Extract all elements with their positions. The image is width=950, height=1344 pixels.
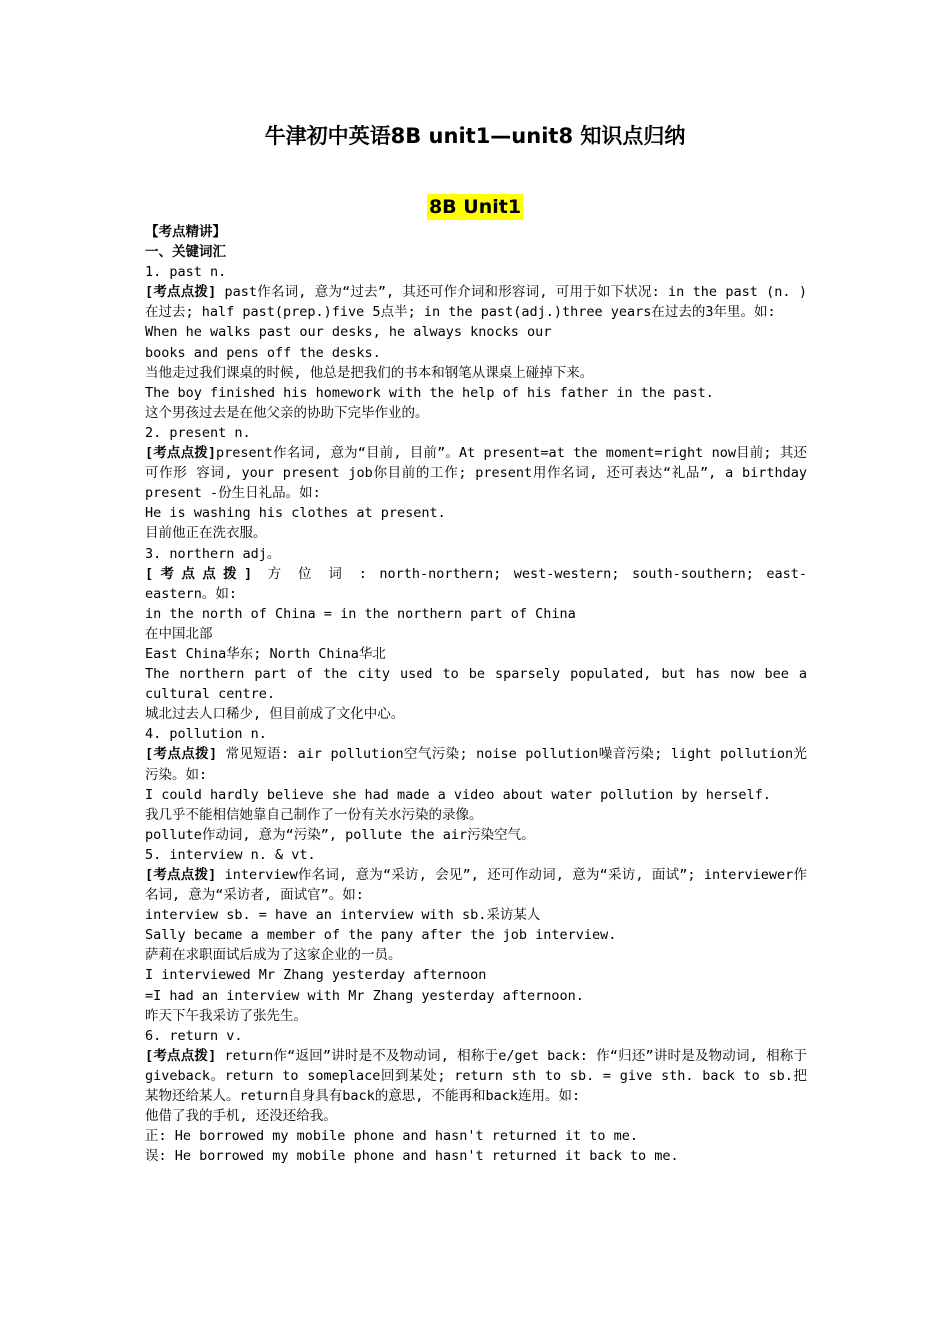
example-translation: 当他走过我们课桌的时候, 他总是把我们的书本和钢笔从课桌上碰掉下来。 [145,364,594,381]
item-title: 3. northern adj。 [145,545,281,562]
example-line: The boy finished his homework with the help of his father in the past. [145,384,714,401]
example-translation: 这个男孩过去是在他父亲的协助下完毕作业的。 [145,404,429,421]
tip-label: [考点点拨] [145,867,217,883]
example-line: 正: He borrowed my mobile phone and hasn't returned it to me. [145,1128,639,1145]
example-line: =I had an interview with Mr Zhang yesterday afternoon. [145,987,584,1004]
example-line: pollute作动词, 意为“污染”, pollute the air污染空气。 [145,826,535,843]
example-translation: 我几乎不能相信她靠自己制作了一份有关水污染的录像。 [145,806,483,823]
example-line: I interviewed Mr Zhang yesterday afternoon [145,967,487,984]
document-title: 牛津初中英语8B unit1—unit8 知识点归纳 [264,124,686,148]
example-line: When he walks past our desks, he always knocks our [145,324,552,341]
item-title: 5. interview n. & vt. [145,846,316,863]
example-line: in the north of China = in the northern part of China [145,605,576,622]
unit-title: 8B Unit1 [428,196,522,218]
example-line: The northern part of the city used to be sparsely populated, but has now bee a cultural centre. [145,666,807,703]
tip-label: [考点点拨] [145,445,217,462]
tip-text: 常见短语: air pollution空气污染; noise pollution噪音污染; light pollution光污染。如: [145,746,807,783]
example-line: East China华东; North China华北 [145,645,386,662]
tip-paragraph [145,744,807,784]
item-title: 6. return v. [145,1027,243,1044]
example-translation: 萨莉在求职面试后成为了这家企业的一员。 [145,947,402,964]
subheading: 一、关键词汇 [145,244,226,261]
tip-label: [考点点拨] [145,284,217,301]
example-line: I could hardly believe she had made a video about water pollution by herself. [145,786,771,803]
document-body [145,222,807,1166]
example-translation: 昨天下午我采访了张先生。 [145,1007,307,1024]
tip-text: 方 位 词 : north-northern; west-western; south-southern; east-eastern。如: [145,565,807,602]
tip-text: interview作名词, 意为“采访, 会见”, 还可作动词, 意为“采访, 面试”; interviewer作名词, 意为“采访者, 面试官”。如: [145,867,807,904]
example-line: 误: He borrowed my mobile phone and hasn't returned it back to me. [145,1148,679,1165]
example-translation: 城北过去人口稀少, 但目前成了文化中心。 [145,706,405,723]
tip-paragraph [145,564,807,604]
unit-title-wrap [0,194,950,220]
tip-label: [考点点拨] [145,746,218,763]
tip-label: [考点点拨] [145,1047,217,1064]
example-line: interview sb. = have an interview with sb.采访某人 [145,907,541,924]
example-translation: 在中国北部 [145,625,213,642]
tip-paragraph [145,1046,807,1106]
example-line: Sally became a member of the pany after the job interview. [145,927,617,944]
tip-paragraph [145,282,807,322]
section-heading: 【考点精讲】 [145,224,226,240]
example-translation: 目前他正在洗衣服。 [145,525,267,542]
item-title: 1. past n. [145,264,227,281]
tip-text: return作“返回”讲时是不及物动词, 相称于e/get back: 作“归还”讲时是及物动词, 相称于giveback。return to someplace回到某处; return sth to sb. = give sth. back to sb.把某物还给某人。return自身具有back的意思, 不能再和back连用。如: [145,1047,807,1105]
tip-paragraph [145,865,807,905]
example-translation: 他借了我的手机, 还没还给我。 [145,1108,337,1125]
example-line: books and pens off the desks. [145,344,381,361]
item-title: 4. pollution n. [145,726,267,743]
item-title: 2. present n. [145,424,251,441]
tip-text: past作名词, 意为“过去”, 其还可作介词和形容词, 可用于如下状况: in the past (n. ) 在过去; half past(prep.)five 5点半; in the past(adj.)three years在过去的3年里。如: [145,284,807,321]
tip-text: present作名词, 意为“目前, 目前”。At present=at the moment=right now目前; 其还可作形 容词, your present job你目前的工作; present用作名词, 还可表达“礼品”, a birthday present -份生日礼品。如: [145,445,807,502]
tip-label: [考点点拨] [145,565,256,582]
tip-paragraph [145,443,807,503]
example-line: He is washing his clothes at present. [145,505,446,522]
